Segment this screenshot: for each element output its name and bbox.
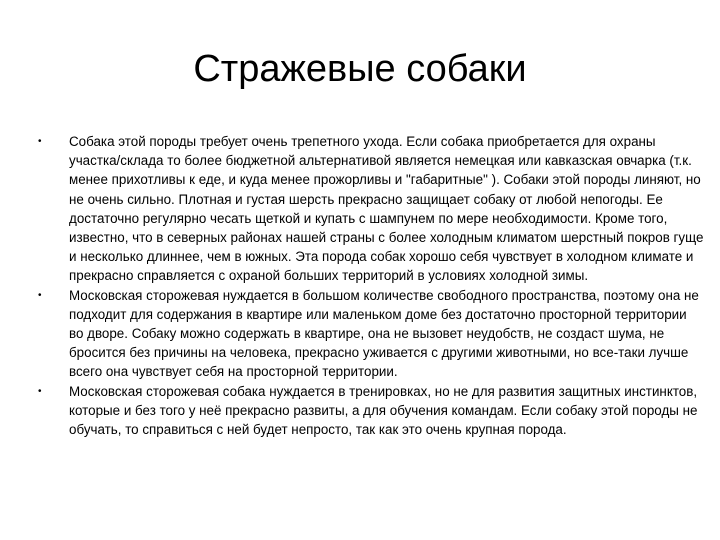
bullet-text: Московская сторожевая собака нуждается в тренировках, но не для развития защитных инстинктов, которые и без того у неё прекрасно развиты, а для обучения командам. Если собаку этой породы не обучать, то справиться с ней будет непросто, так как это очень крупная порода. bbox=[69, 383, 698, 438]
bullet-text: Собака этой породы требует очень трепетного ухода. Если собака приобретается для охраны участка/склада то более бюджетной альтернативой является немецкая или кавказская овчарка (т.к. менее прихотливы к еде, и куда менее прожорливы и "габаритные" ). Собаки этой породы линяют, но не очень сильно. Плотная и густая шерсть прекрасно защищает собаку от любой непогоды. Ее достаточно регулярно чесать щеткой и купать с шампунем по мере необходимости. Кроме того, известно, что в северных районах нашей страны с более холодным климатом шерстный покров гуще и несколько длиннее, чем в южных. Эта порода собак хорошо себя чувствует в холодном климате и прекрасно справляется с охраной больших территорий в условиях холодной зимы. bbox=[69, 134, 704, 284]
bullet-marker: • bbox=[38, 289, 42, 301]
bullet-text: Московская сторожевая нуждается в большом количестве свободного пространства, поэтому она не подходит для содержания в квартире или маленьком доме без достаточно просторной территории во дворе. Собаку можно содержать в квартире, она не вызовет неудобств, не создаст шума, не бросится без причины на человека, прекрасно уживается с другими животными, но все-таки лучше всего она чувствует себя на просторной территории. bbox=[69, 287, 699, 380]
bullet-item bbox=[38, 286, 704, 382]
bullet-item bbox=[38, 132, 704, 286]
bullet-marker: • bbox=[38, 385, 42, 397]
slide-title: Стражевые собаки bbox=[193, 48, 527, 90]
bullet-marker: • bbox=[38, 136, 42, 147]
bullet-list bbox=[38, 132, 704, 439]
bullet-item bbox=[38, 382, 704, 440]
